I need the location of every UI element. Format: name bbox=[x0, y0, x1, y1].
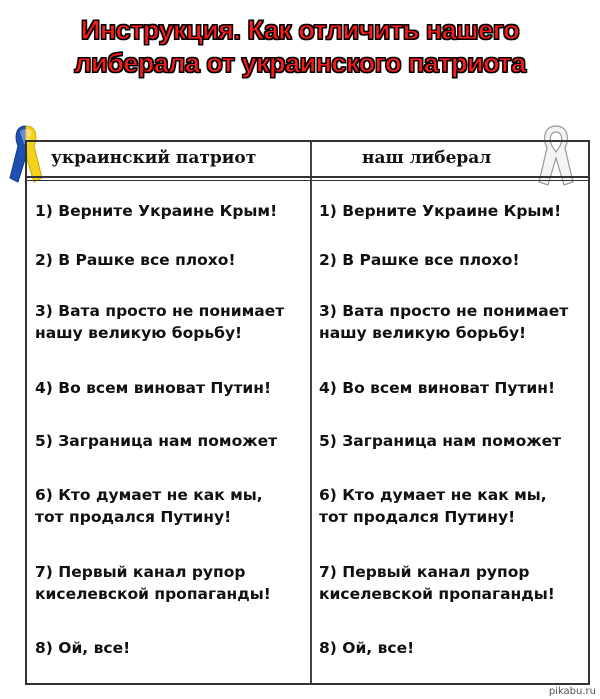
right-item-6: 6) Кто думает не как мы, тот продался Путину! bbox=[319, 486, 547, 526]
watermark: pikabu.ru bbox=[548, 686, 596, 697]
left-item-2: 2) В Рашке все плохо! bbox=[35, 251, 236, 269]
left-item-1: 1) Верните Украине Крым! bbox=[35, 202, 278, 220]
right-item-7: 7) Первый канал рупор киселевской пропаганды! bbox=[319, 563, 555, 603]
right-column-header: наш либерал bbox=[362, 148, 492, 168]
column-divider bbox=[310, 142, 312, 683]
right-item-4: 4) Во всем виноват Путин! bbox=[319, 379, 556, 397]
right-item-8: 8) Ой, все! bbox=[319, 639, 415, 657]
left-column-header: украинский патриот bbox=[51, 148, 257, 168]
left-item-5: 5) Заграница нам поможет bbox=[35, 432, 278, 450]
right-item-1: 1) Верните Украине Крым! bbox=[319, 202, 562, 220]
title-line-2: либерала от украинского патриота bbox=[74, 48, 526, 78]
page-title bbox=[0, 14, 600, 80]
right-item-3: 3) Вата просто не понимает нашу великую борьбу! bbox=[319, 302, 569, 342]
header-rule bbox=[27, 176, 588, 178]
right-item-2: 2) В Рашке все плохо! bbox=[319, 251, 520, 269]
comparison-table bbox=[25, 140, 590, 685]
right-item-5: 5) Заграница нам поможет bbox=[319, 432, 562, 450]
left-item-7: 7) Первый канал рупор киселевской пропаганды! bbox=[35, 563, 271, 603]
header-rule-secondary bbox=[27, 180, 588, 181]
left-item-6: 6) Кто думает не как мы, тот продался Путину! bbox=[35, 486, 263, 526]
left-item-8: 8) Ой, все! bbox=[35, 639, 131, 657]
title-line-1: Инструкция. Как отличить нашего bbox=[80, 15, 520, 45]
left-item-4: 4) Во всем виноват Путин! bbox=[35, 379, 272, 397]
left-item-3: 3) Вата просто не понимает нашу великую борьбу! bbox=[35, 302, 285, 342]
